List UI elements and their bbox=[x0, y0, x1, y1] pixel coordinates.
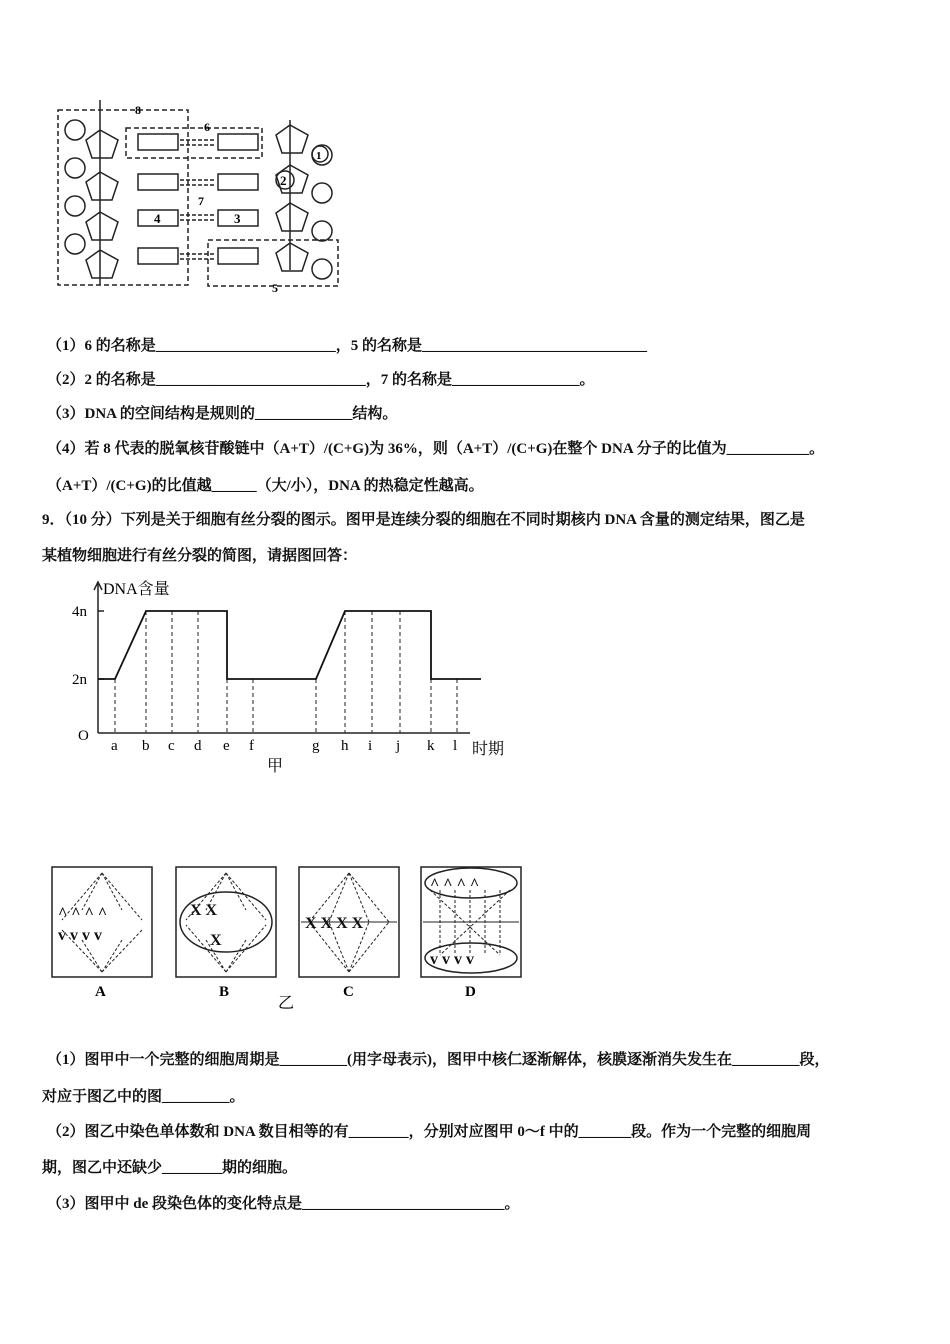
x-tick-b: b bbox=[142, 738, 150, 754]
q8-line-2: （2）2 的名称是____________________________，7 的名称是_________________。 bbox=[47, 372, 595, 388]
label-6: 6 bbox=[204, 120, 210, 134]
q9-question-1b: 对应于图乙中的图_________。 bbox=[42, 1089, 245, 1105]
cell-A bbox=[52, 867, 152, 977]
cell-label-B: B bbox=[219, 984, 230, 1000]
q9-question-3: （3）图甲中 de 段染色体的变化特点是___________________________。 bbox=[47, 1196, 520, 1212]
x-axis-label: 时期 bbox=[472, 741, 505, 758]
q9-question-2b: 期，图乙中还缺少________期的细胞。 bbox=[42, 1160, 298, 1176]
label-4: 4 bbox=[154, 211, 161, 226]
x-tick-j: j bbox=[396, 738, 401, 754]
svg-text:X X: X X bbox=[190, 902, 218, 919]
q9-question-2a: （2）图乙中染色单体数和 DNA 数目相等的有________，分别对应图甲 0～f 中的_______段。作为一个完整的细胞周 bbox=[47, 1124, 812, 1140]
x-tick-l: l bbox=[453, 738, 458, 754]
x-tick-k: k bbox=[427, 738, 435, 754]
chart-title: 甲 bbox=[267, 758, 284, 775]
cell-label-D: D bbox=[465, 984, 476, 1000]
q9-intro-1: 9．（10 分）下列是关于细胞有丝分裂的图示。图甲是连续分裂的细胞在不同时期核内 DNA 含量的测定结果，图乙是 bbox=[42, 512, 805, 528]
x-tick-d: d bbox=[194, 738, 202, 754]
svg-text:X X X X: X X X X bbox=[305, 915, 364, 932]
q8-line-3: （3）DNA 的空间结构是规则的_____________结构。 bbox=[47, 406, 398, 422]
cell-label-A: A bbox=[95, 984, 106, 1000]
q9-intro-2: 某植物细胞进行有丝分裂的简图，请据图回答： bbox=[42, 548, 358, 564]
label-7: 7 bbox=[198, 194, 204, 208]
cell-label-C: C bbox=[343, 984, 354, 1000]
label-8: 8 bbox=[135, 103, 141, 117]
label-5: 5 bbox=[272, 281, 278, 295]
svg-text:v v v v: v v v v bbox=[58, 927, 102, 944]
x-tick-c: c bbox=[168, 738, 175, 754]
y-axis-label: DNA含量 bbox=[103, 581, 170, 598]
q8-line-5: （A+T）/(C+G)的比值越______（大/小），DNA 的热稳定性越高。 bbox=[47, 478, 484, 494]
label-2: 2 bbox=[280, 173, 287, 188]
label-3: 3 bbox=[234, 211, 241, 226]
q9-question-1a: （1）图甲中一个完整的细胞周期是_________(用字母表示)，图甲中核仁逐渐解体，核膜逐渐消失发生在_________段， bbox=[47, 1052, 830, 1068]
label-1: 1 bbox=[316, 150, 322, 162]
svg-text:X: X bbox=[210, 932, 222, 949]
svg-text:v v v v: v v v v bbox=[430, 951, 474, 968]
x-tick-e: e bbox=[223, 738, 230, 754]
x-tick-g: g bbox=[312, 738, 320, 754]
cell-B bbox=[176, 867, 276, 977]
x-tick-a: a bbox=[111, 738, 118, 754]
q8-line-1: （1）6 的名称是________________________，5 的名称是______________________________ bbox=[47, 338, 648, 354]
x-tick-h: h bbox=[341, 738, 349, 754]
svg-text:^ ^ ^ ^: ^ ^ ^ ^ bbox=[58, 905, 108, 922]
origin-label: O bbox=[78, 728, 89, 744]
x-tick-i: i bbox=[368, 738, 373, 754]
cells-figure-title: 乙 bbox=[278, 995, 295, 1012]
q8-line-4: （4）若 8 代表的脱氧核苷酸链中（A+T）/(C+G)为 36%，则（A+T）/(C+G)在整个 DNA 分子的比值为___________。 bbox=[47, 441, 825, 457]
y-tick-2n: 2n bbox=[72, 672, 87, 688]
svg-text:^ ^ ^ ^: ^ ^ ^ ^ bbox=[430, 876, 480, 893]
y-tick-4n: 4n bbox=[72, 604, 87, 620]
x-tick-f: f bbox=[249, 738, 254, 754]
